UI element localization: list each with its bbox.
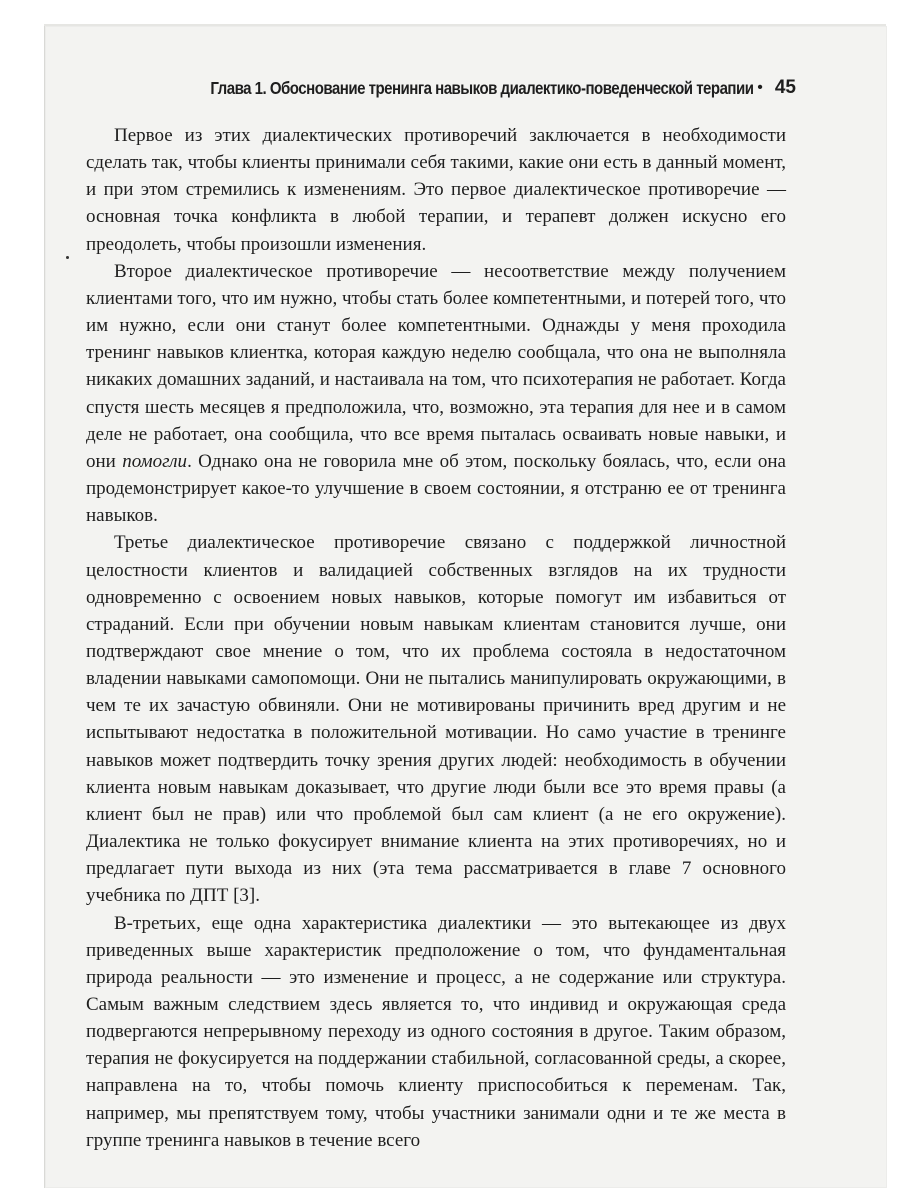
paragraph-2 xyxy=(86,258,786,530)
running-header xyxy=(196,70,796,106)
body-text xyxy=(86,122,786,1154)
paragraph-4: В-третьих, еще одна характеристика диалектики — это вытекающее из двух приведенных выше характеристик предположение о том, что фундаментальная природа реальности — это изменение и процесс, а не содержание или структура. Самым важным следствием здесь является то, что индивид и окружающая среда подвергаются непрерывному переходу из одного состояния в другое. Таким образом, терапия не фокусируется на поддержании стабильной, согласованной среды, а скорее, направлена на то, чтобы помочь клиенту приспособиться к переменам. Так, например, мы препятствуем тому, чтобы участники занимали одни и те же места в группе тренинга навыков в течение всего xyxy=(86,912,786,1151)
print-speck xyxy=(66,256,69,259)
paragraph-2-text-before: Второе диалектическое противоречие — несоответствие между получением клиентами того, что им нужно, чтобы стать более компетентными, и потерей того, что им нужно, если они станут более компетентными. Однажды у меня проходила тренинг навыков клиентка, которая каждую неделю сообщала, что она не выполняла никаких домашних заданий, и настаивала на том, что психотерапия не работает. Когда спустя шесть месяцев я предположила, что, возможно, эта терапия для нее и в самом деле не работает, она сообщила, что все время пыталась осваивать новые навыки, и они xyxy=(86,260,786,472)
paragraph-1: Первое из этих диалектических противоречий заключается в необходимости сделать так, чтобы клиенты принимали себя такими, какие они есть в данный момент, и при этом стремились к изменениям. Это первое диалектическое противоречие — основная точка конфликта в любой терапии, и терапевт должен искусно его преодолеть, чтобы произошли изменения. xyxy=(86,125,786,255)
paragraph-2-emphasis: помогли xyxy=(122,450,188,472)
paragraph-3: Третье диалектическое противоречие связано с поддержкой личностной целостности клиентов и валидацией собственных взглядов на их трудности одновременно с освоением новых навыков, которые помогут им избавиться от страданий. Если при обучении новым навыкам клиентам становится лучше, они подтверждают свое мнение о том, что их проблема состояла в недостаточном владении навыками самопомощи. Они не пытались манипулировать окружающими, в чем те их зачастую обвиняли. Они не мотивированы причинить вред другим и не испытывают недостатка в положительной мотивации. Но само участие в тренинге навыков может подтвердить точку зрения других людей: необходимость в обучении клиента новым навыкам доказывает, что другие люди были все это время правы (а клиент был не прав) или что проблемой был сам клиент (а не его окружение). Диалектика не только фокусирует внимание клиента на этих противоречиях, но и предлагает пути выхода из них (эта тема рассматривается в главе 7 основного учебника по ДПТ [3]. xyxy=(86,532,786,907)
paragraph-2-text-after: . Однако она не говорила мне об этом, поскольку боялась, что, если она продемонстрирует какое-то улучшение в своем состоянии, я отстраню ее от тренинга навыков. xyxy=(86,450,786,527)
chapter-title: Глава 1. Обоснование тренинга навыков диалектико-поведенческой терапии xyxy=(210,77,754,98)
page-number: 45 xyxy=(774,77,796,98)
header-bullet: • xyxy=(757,79,763,96)
